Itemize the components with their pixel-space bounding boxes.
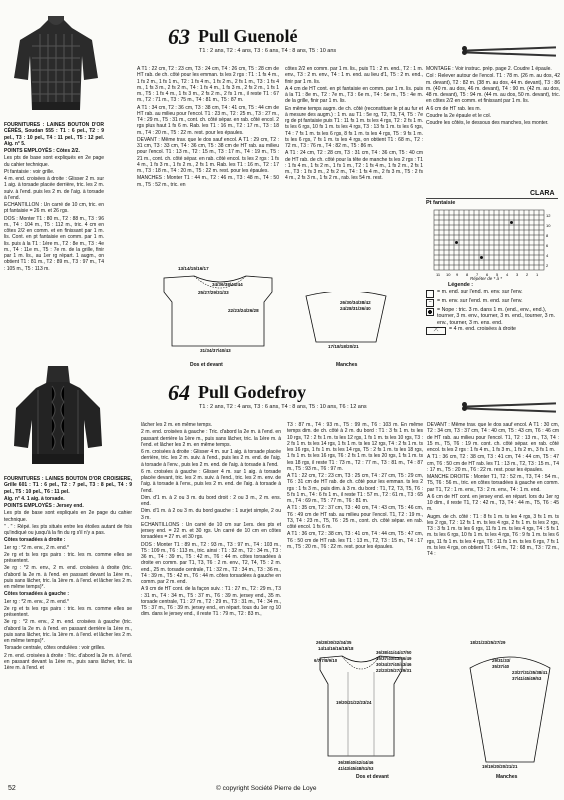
grid-col-number: 4 <box>506 272 509 277</box>
grid-col-number: 7 <box>476 272 479 277</box>
paragraph: Côtes torsadées à gauche : <box>4 591 70 598</box>
paragraph: Dim. d'1 m. à 2 ou 3 m. du bord droit : 2 ou 3 m., 2 m. ens. end. <box>141 494 281 507</box>
pattern-number: 64 <box>168 380 190 405</box>
grid-row-number: 4 <box>546 253 549 258</box>
pattern-header-63 <box>168 24 558 60</box>
dim-label: 22/23/25/27/29/31 <box>376 668 412 673</box>
paragraph: Augm. de ch. côté : T1 : 8 fs 1 m. ts les 4 rgs, 3 fs 1 m. ts les 2 rgs, T2 : 12 fs 1 m. ts les 4 rgs, 2 fs 1 m. ts les 2 rgs, T3 : 3 fs 1 m. ts les 6 rgs, 11 fs 1 m. ts les 4 rgs, T4 : 5 fs 1 m. ts les 6 rgs, 10 fs 1 m. ts les 4 rgs, T6 : 9 fs 1 m. ts les 6 rgs, 11 fs 1 m. ts les 4 rgs, T6 : 11 fs 1 m. ts les 6 rgs, 7 fs 1 m. ts les 4 rgs, on obtient T1 : 64 m., T2 : 68 m., T3 : 72 m., T4 : <box>427 513 559 557</box>
paragraph: Dim. d'1 m. à 2 ou 3 m. du bord gauche : 1 surjet simple, 2 ou 3 m. <box>141 508 281 521</box>
paragraph: Coudre les côtés, le dessous des manches, les monter. <box>426 120 549 126</box>
grid-col-number: 9 <box>456 272 459 277</box>
paragraph: 2 m. end. croisées à gauche : Tric. d'abord la 2e m. à l'end. en passant derrière la 1ère m., puis sans lâcher, tric. la 1ère m. à l'end. et lâcher les 2 m. en même temps. <box>141 429 281 448</box>
paragraph: Côtes torsadées à droite : <box>4 537 66 544</box>
paragraph: MANCHES : Monter T1 : 44 m., T2 : 46 m., T3 : 48 m., T4 : 50 m., T5 : 52 m., tric. en <box>137 175 279 188</box>
paragraph: 3e rg : *2 m. env., 2 m. end. croisées à droite (tric. d'abord la 2e m. à l'end. en passant devant la 1ère m., puis sans lâcher, tric. la 1ère m. à l'end. et lâcher les 2 m. en même temps)*. <box>4 565 132 590</box>
diagram-caption: Manches <box>496 774 518 780</box>
pattern-number: 63 <box>168 24 190 49</box>
paragraph: A T1 : 24 cm, T2 : 28 cm, T3 : 31 cm, T4 : 36 cm, T5 : 40 cm de HT rab. de ch. côté pour la tête de manche ts les 2 rgs : T1 : 1 fs 4 m., 1 fs 2 m., 1 fs 1 m., T2 : 1 fs 4 m., 1 fs 2 m., 2 fs 1 m., T3 : 1 fs 3 m., 2 fs 2 m., T4 : 1 fs 4 m., 2 fs 3 m., T5 : 2 fs 4 m., 2 fs 3 m., 1 fs 2 m., rab. les 54 m. rest. <box>285 150 423 182</box>
sweater-photo-godefroy <box>8 360 108 470</box>
grid-title: Pt fantaisie <box>426 200 456 206</box>
needle-knob <box>462 50 467 55</box>
paragraph: lâcher les 2 m. en même temps. <box>141 422 213 428</box>
diagram-caption: Dos et devant <box>356 774 389 780</box>
grid-row-number: 2 <box>546 263 549 268</box>
paragraph: 6 m. croisées à gauche : Glisser 4 m. sur 1 aig. à torsade placée devant, tric. les 2 m. suiv. à l'end., tric. les 2 m. env. de l'aig. à torsade à l'env., puis les 2 m. end. de l'aig. à torsade à l'end. <box>141 468 281 494</box>
paragraph: côtes 2/2 en comm. par 1 m. lis., puis T1 : 2 m. end., T2 : 1 m. env., T3 : 2 m. env., T4 : 1 m. end. au lieu d'1, T5 : 2 m. end., finir par 1 m. lis. <box>285 66 423 85</box>
text-column-4 <box>427 422 559 634</box>
grid-row-number: 12 <box>546 213 551 218</box>
page-number: 52 <box>8 785 16 792</box>
dim-label: 17/18/18/20/21 <box>328 344 359 349</box>
paragraph: " . " : Répé. les pts situés entre les étoiles autant de fois qu'indiqué ou jusqu'à la fin du rg s'il n'y a pas. <box>4 523 132 536</box>
diagram-caption: Dos et devant <box>190 362 223 368</box>
paragraph: A 9 cm de HT cont. de la façon suiv. : T1 : 27 m., T2 : 29 m., T3 : 31 m., T4 : 34 m., T5 : 37 m., T6 : 39 m. jersey end., 35 m. torsade centrale, T1 : 27 m., T2 : 29 m., T3 : 31 m., T4 : 34 m., T5 : 37 m., T6 : 39 m. jersey end., en répart. tous du 1er rg 10 dim. dans le jersey end., il reste T1 : 79 m., T2 : 83 m., <box>141 586 281 618</box>
legend-item: = Nope : tric. 3 m. dans 1 m. (end., env., end.), tourner, 3 m. env., tourner, 3 m. end., tourner, 3 m. env., tourner, 3 m. ens. end. <box>437 306 555 326</box>
paragraph: A T1 : 22 cm, T2 : 23 cm, T3 : 25 cm, T4 : 27 cm, T5 : 29 cm, T6 : 31 cm de HT rab. de ch. côté pour les emman. ts les 2 rgs : 1 fs 3 m., puis dim. à 3 m. du bord : T1, T2, T3, T5, T6 : 5 fs 1 m., T4 : 6 fs 1 m., il reste T1 : 57 m., T2 : 61 m., T3 : 65 m., T4 : 69 m., T5 : 77 m., T6 : 81 m. <box>287 473 423 504</box>
paragraph: A 6 cm de HT rab. les m. <box>426 105 481 112</box>
dim-label: 23/27/31/35/38/41 <box>512 670 548 675</box>
dim-label: 35/37/40/43/46/49 <box>376 656 412 661</box>
text-column-1 <box>4 122 104 282</box>
dim-label: 41/43/45/48/51/53 <box>338 766 374 771</box>
needles: Aig. n° 4. 1 aig. à torsade. <box>4 495 65 502</box>
dim-label: 14/14/16/16/18/18 <box>318 646 354 651</box>
legend <box>426 282 560 335</box>
legend-cable-icon: ⤫ <box>426 327 446 335</box>
dim-label: 18/21/23/25/27/29 <box>470 640 506 645</box>
grid-row-number: 10 <box>546 223 551 228</box>
paragraph: 1er rg : *2 m. env., 2 m. end.* <box>4 544 69 551</box>
dim-label: 25/27/29/31/33 <box>198 290 229 295</box>
paragraph: A T1 : 36 cm, T2 : 38 cm, T3 : 41 cm, T4 : 44 cm, T5 : 47 cm, T6 : 50 cm de HT rab. les T1 : 13 m., T2, T3 : 15 m., T4 : 17 m., T5 : 20 m., T6 : 22 m. rest. pour les épaules. <box>287 531 423 550</box>
text-column-4 <box>426 66 560 176</box>
dim-label: 26/30/34/38/42 <box>340 300 371 305</box>
dim-label: 13/14/15/16/17 <box>178 266 209 271</box>
paragraph: 2e rg et ts les rgs pairs : tric. les m. comme elles se présentent. <box>4 551 132 564</box>
dim-label: 34/36/38/41/44 <box>212 282 243 287</box>
paragraph: 6 m. croisées à droite : Glisser 4 m. sur 1 aig. à torsade placée derrière, tric. les 2 m. suiv. à l'end., puis les 2 m. end. de l'aig. à torsade à l'env., puis les 2 m. end. de l'aig. à torsade à l'end. <box>141 449 281 468</box>
paragraph: 2 m. end. croisées à droite : Tric. d'abord la 2e m. à l'end. en passant devant la 1ère m., puis sans lâcher, tric. la 1ère m. à l'end. et <box>4 652 132 671</box>
dim-label: 36/38/41/44/47/50 <box>376 650 412 655</box>
paragraph: A T1 : 36 cm, T2 : 38 cm, T3 : 41 cm, T4 : 44 cm, T5 : 47 cm, T6 : 50 cm de HT rab. les T1 : 13 m., T2, T3 : 15 m., T4 : 17 m., T5 : 20 m., T6 : 22 m. rest. pour les épaules. <box>427 454 559 473</box>
legend-title: Légende : <box>448 282 474 288</box>
legend-dash-icon: − <box>426 299 434 307</box>
paragraph: A T1 : 22 cm, T2 : 23 cm, T3 : 24 cm, T4 : 26 cm, T5 : 28 cm de HT rab. de ch. côté pour les emman. ts les 2 rgs : T1 : 1 fs 4 m., 1 fs 2 m., 1 fs 1 m., T2 : 1 fs 4 m., 1 fs 2 m., 2 fs 1 m., T3 : 1 fs 4 m., 1 fs 3 m., 2 fs 2 m., T4 : 1 fs 4 m., 1 fs 3 m., 2 fs 2 m., 1 fs 1 m., T5 : 1 fs 4 m., 1 fs 3 m., 2 fs 2 m., 2 fs 1 m., il reste T1 : 67 m., T2 : 71 m., T3 : 75 m., T4 : 81 m., T5 : 87 m. <box>137 66 279 104</box>
echantillon: ECHANTILLON : Un carré de 10 cm, tric. en pt fantaisie = 26 m. et 26 rgs. <box>4 202 104 215</box>
dim-label: 35/37/40 <box>492 664 510 669</box>
grid-col-number: 3 <box>516 272 519 277</box>
dim-label: 37/41/45/49/53 <box>512 676 542 681</box>
dim-label: 22/23/24/26/28 <box>228 308 259 313</box>
paragraph: T3 : 87 m., T4 : 93 m., T5 : 99 m., T6 : 103 m. En même temps dim. de ch. côté à 2 m. du bord : T1 : 3 fs 1 m. ts les 10 rgs, T2 : 2 fs 1 m. ts les 12 rgs, 1 fs 1 m. ts les 10 rgs, T3 : 2 fs 1 m. ts les 14 rgs, 1 fs 1 m. ts les 12 rgs, T4 : 2 fs 1 m. ts les 16 rgs, 1 fs 1 m. ts les 14 rgs, T5 : 2 fs 1 m. ts les 18 rgs, 1 fs 1 m. ts les 16 rgs, T6 : 2 fs 1 m. ts les 20 rgs, 1 fs 1 m. ts les 18 rgs, il reste T1 : 73 m., T2 : 77 m., T3 : 81 m., T4 : 87 m., T5 : 93 m., T6 : 97 m. <box>287 422 423 472</box>
dim-label: 19/19/20/20/21/21 <box>482 764 518 769</box>
paragraph: En même temps augm. de ch. côté (reconstituer le pt au fur et à mesure des augm.) : 1 m. au T1 : 5e rg, T2, T3, T4, T5 : 7e rg de pt fantaisie puis T1 : 11 fs 1 m. ts les 4 rgs, T2 : 2 fs 1 m. ts les 6 rgs, 10 fs 1 m. ts les 4 rgs, T3 : 13 fs 1 m. ts les 6 rgs, T4 : 7 fs 1 m. ts les 6 rgs, 8 fs 1 m. ts les 4 rgs, T5 : 9 fs 1 m. ts les 6 rgs, 7 fs 1 m. ts les 4 rgs, on obtient T1 : 68 m., T2 : 72 m., T3 : 76 m., T4 : 82 m., T5 : 86 m. <box>285 105 423 149</box>
pattern-title: Pull Guenolé <box>198 26 298 46</box>
grid-col-number: 1 <box>536 272 539 277</box>
paragraph: DEVANT : Même trav. que le dos sauf encol. A T1 : 29 cm, T2 : 31 cm, T3 : 33 cm, T4 : 36 cm, T5 : 38 cm de HT rab. au milieu pour l'encol. T1 : 13 m., T2 : 15 m., T3 : 17 m., T4 : 19 m., T5 : 21 m., cont. ch. côté sépar. en rab. côté encol. ts les 2 rgs : 1 fs 4 m., 1 fs 3 m., 1 fs 2 m., 2 fs 1 m. Rab. les T1 : 16 m., T2 : 17 m., T3 : 18 m., T4 : 20 m., T5 : 22 m. rest. pour les épaules. <box>137 136 279 174</box>
grid-col-number: 11 <box>436 272 441 277</box>
paragraph: 3e rg : *2 m. env., 2 m. end. croisées à gauche (tric. d'abord la 2e m. à l'end. en passant derrière la 1ère m., puis sans lâcher, tric. la 1ère m. à l'end. et lâcher les 2 m. en même temps)*. <box>4 619 132 644</box>
dim-label: 36/38/40/42/44/46 <box>338 760 374 765</box>
paragraph: A 4 cm de HT cont. en pt fantaisie en comm. par 1 m. lis. puis à la T1 : 8e m., T2 : 7e m., T3 : 6e m., T4 : 5e m., T5 : 4e m. de la grille, finir par 1 m. lis. <box>285 85 423 105</box>
dos-text: DOS : Monter T1 : 80 m., T2 : 88 m., T3 : 96 m., T4 : 104 m., T5 : 112 m., tric. 4 cm en côtes 2/2 en comm. et en finissant par 1 m. lis. Cont. en pt fantaisie en comm. par 1 m. lis. puis à la T1 : 1ère m., T2 : 8e m., T3 : 4e m., T4 : 11e m., T5 : 7e m. de la grille, finir par 1 m. lis., au 1er rg répart. 1 augm., on obtient T1 : 81 m., T2 : 89 m., T3 : 97 m., T4 : 105 m., T5 : 113 m. <box>4 215 104 272</box>
bobble-mark <box>510 221 513 224</box>
paragraph: Coudre la 2e épaule et le col. <box>426 112 492 119</box>
pattern-sizes: T1 : 2 ans, T2 : 4 ans, T3 : 6 ans, T4 : 8 ans, T5 : 10 ans <box>199 48 337 54</box>
supplies: FOURNITURES : LAINES BOUTON D'OR CROISIÈRE, Grille 601 : T1 : 6 pel., T2 : 7 pel., T3 : 8 pel., T4 : 9 pel., T5 : 10 pel., T6 : 11 pel. <box>4 476 132 495</box>
text-column-2 <box>137 66 279 270</box>
pattern-header-64 <box>168 380 558 416</box>
legend-item: = m. end. sur l'end. m. env. sur l'env. <box>437 288 523 295</box>
needle-knob <box>462 406 467 411</box>
sweater-photo-guenole <box>10 6 102 118</box>
bobble-mark <box>480 256 483 259</box>
repeat-label: Répéter de * à * <box>470 276 503 281</box>
dim-label: 6/7/7/8/9/10 <box>314 658 338 663</box>
diagram-caption: Manches <box>336 362 358 368</box>
grid-col-number: 5 <box>496 272 499 277</box>
pattern-sizes: T1 : 2 ans, T2 : 4 ans, T3 : 6 ans, T4 : 8 ans, T5 : 10 ans, T6 : 12 ans <box>199 404 367 410</box>
text-column-3 <box>287 422 423 634</box>
paragraph: DOS : Monter T1 : 89 m., T2 : 93 m., T3 : 97 m., T4 : 103 m., T5 : 109 m., T6 : 113 m., tric. ainsi : T1 : 32 m., T2 : 34 m., T3 : 36 m., T4 : 39 m., T5 : 42 m., T6 : 44 m. côtes torsadées à droite en comm. par T1, T3, T6 : 2 m. env., T2, T4, T5 : 2 m. end., 25 m. torsade centrale, T1 : 32 m., T2 : 34 m., T3 : 36 m., T4 : 39 m., T5 : 42 m., T6 : 44 m. côtes torsadées à gauche en comm. par 2 m. end. <box>141 541 281 585</box>
paragraph: ECHANTILLONS : Un carré de 10 cm sur 1ers. des pts et jersey end. = 22 m. et 30 rgs. Un carré de 10 cm en côtes torsadées = 27 m. et 30 rgs. <box>141 521 281 541</box>
text-column-2 <box>141 422 281 776</box>
points-text: Les pts de base sont expliqués en 2e page du cahier technique. <box>4 155 104 168</box>
legend-bobble-icon <box>426 308 434 316</box>
text-column-1 <box>4 476 132 776</box>
torsade-text: 4 m. end. croisées à droite : Glisser 2 m. sur 1 aig. à torsade placée derrière, tric. les 2 m. suiv. à l'end. puis les 2 m. de l'aig. à torsade à l'end. <box>4 176 104 201</box>
paragraph: Torsade centrale, côtes ondulées : voir grilles. <box>4 645 106 652</box>
legend-blank-icon <box>426 290 434 298</box>
paragraph: A T1 : 35 cm, T2 : 37 cm, T3 : 40 cm, T4 : 43 cm, T5 : 46 cm, T6 : 49 cm de HT rab. au milieu pour l'encol. T1, T2 : 19 m., T3, T4 : 23 m., T5, T6 : 25 m., cont. ch. côté sépar. en rab. côté encol. 1 fs 6 m. <box>287 505 423 530</box>
grid-col-number: 10 <box>446 272 451 277</box>
grid-col-number: 2 <box>526 272 529 277</box>
dim-label: 24/28/31/36/40 <box>340 306 371 311</box>
grid-row-number: 8 <box>546 233 549 238</box>
pattern-title: Pull Godefroy <box>198 382 307 402</box>
dim-label: 29/31/33/ <box>492 658 511 663</box>
paragraph: DEVANT : Même trav. que le dos sauf encol. A T1 : 30 cm, T2 : 34 cm, T3 : 37 cm, T4 : 40 cm, T5 : 43 cm, T6 : 46 cm de HT rab. au milieu pour l'encol. T1, T2 : 13 m., T3, T4 : 15 m., T5, T6 : 19 m. cont. ch. côté sépar. en rab. côté encol. ts les 2 rgs : 1 fs 4 m., 1 fs 3 m., 1 fs 2 m., 3 fs 1 m. <box>427 422 559 453</box>
dim-label: 31/34/37/40/43 <box>200 348 231 353</box>
dim-label: 26/28/30/32/34/35 <box>316 640 352 645</box>
paragraph: 1er rg : *2 m. env., 2 m. end.* <box>4 598 69 605</box>
paragraph: Les pts de base sont expliqués en 2e page du cahier technique. <box>4 510 132 523</box>
points-heading: POINTS EMPLOYÉS : Côtes 2/2. <box>4 148 80 154</box>
paragraph: MONTAGE : Voir instruc. prép. page 2. Coudre 1 épaule. <box>426 66 552 72</box>
paragraph: A T1 : 34 cm, T2 : 36 cm, T3 : 38 cm, T4 : 41 cm, T5 : 44 cm de HT rab. au milieu pour l'encol. T1 : 23 m., T2 : 25 m., T3 : 27 m., T4 : 29 m., T5 : 31 m., cont. ch. côté sépar. en rab. côté encol. 2 rgs plus haut 1 fs 6 m. Rab. les T1 : 16 m., T2 : 17 m., T3 : 18 m., T4 : 20 m., T5 : 22 m. rest. pour les épaules. <box>137 104 279 136</box>
grid-col-number: 8 <box>466 272 469 277</box>
legend-item: = 4 m. end. croisées à droite <box>449 326 516 332</box>
legend-item: = m. env. sur l'end. m. end. sur l'env. <box>437 297 523 304</box>
model-name: CLARA <box>530 190 555 197</box>
grid-row-number: 6 <box>546 243 549 248</box>
paragraph: A 6 cm de HT cont. en jersey end. en répart. lors du 1er rg 10 dim., il reste T1, T2 : 42 m., T3, T4 : 44 m., T5, T6 : 45 m. <box>427 493 559 513</box>
dim-label: 30/34/37/40/43/46 <box>376 662 412 667</box>
points-heading: POINTS EMPLOYÉS : Jersey end. <box>4 503 84 509</box>
text-column-3 <box>285 66 423 270</box>
bobble-mark <box>455 241 458 244</box>
paragraph: 2e rg et ts les rgs pairs : tric. les m. comme elles se présentent. <box>4 605 132 618</box>
paragraph: Col : Relever autour de l'encol. T1 : 78 m. (26 m. au dos, 42 m. devant), T2 : 82 m. (38 m. au dos, 44 m. devant), T3 : 86 m. (40 m. au dos, 46 m. devant), T4 : 90 m. (42 m. au dos, 48 m. devant), T5 : 94 m. (44 m. au dos, 50 m. devant), tric. en côtes 2/2 en comm. et finissant par 1 m. lis. <box>426 73 560 105</box>
dim-label: 19/20/21/22/23/24 <box>336 700 372 705</box>
pt-fantaisie: Pt fantaisie : voir grille. <box>4 168 55 175</box>
supplies: FOURNITURES : LAINES BOUTON D'OR CÉRÈS, Soudan 555 : T1 : 6 pel., T2 : 9 pel., T3 : 10 pel., T4 : 11 pel., T5 : 12 pel. Aig. n° 5. <box>4 122 104 147</box>
divider <box>426 198 558 199</box>
copyright: © copyright Société Pierre de Loye <box>216 785 317 792</box>
grid-col-number: 6 <box>486 272 489 277</box>
paragraph: MANCHE DROITE : Monter T1, T2 : 52 m., T3, T4 : 54 m., T5, T6 : 56 m., tric. en côtes torsadées à gauche en comm. par T1, T2 : 1 m. env., T3 : 2 m. env., T4 : 1 m. end. <box>427 474 559 493</box>
